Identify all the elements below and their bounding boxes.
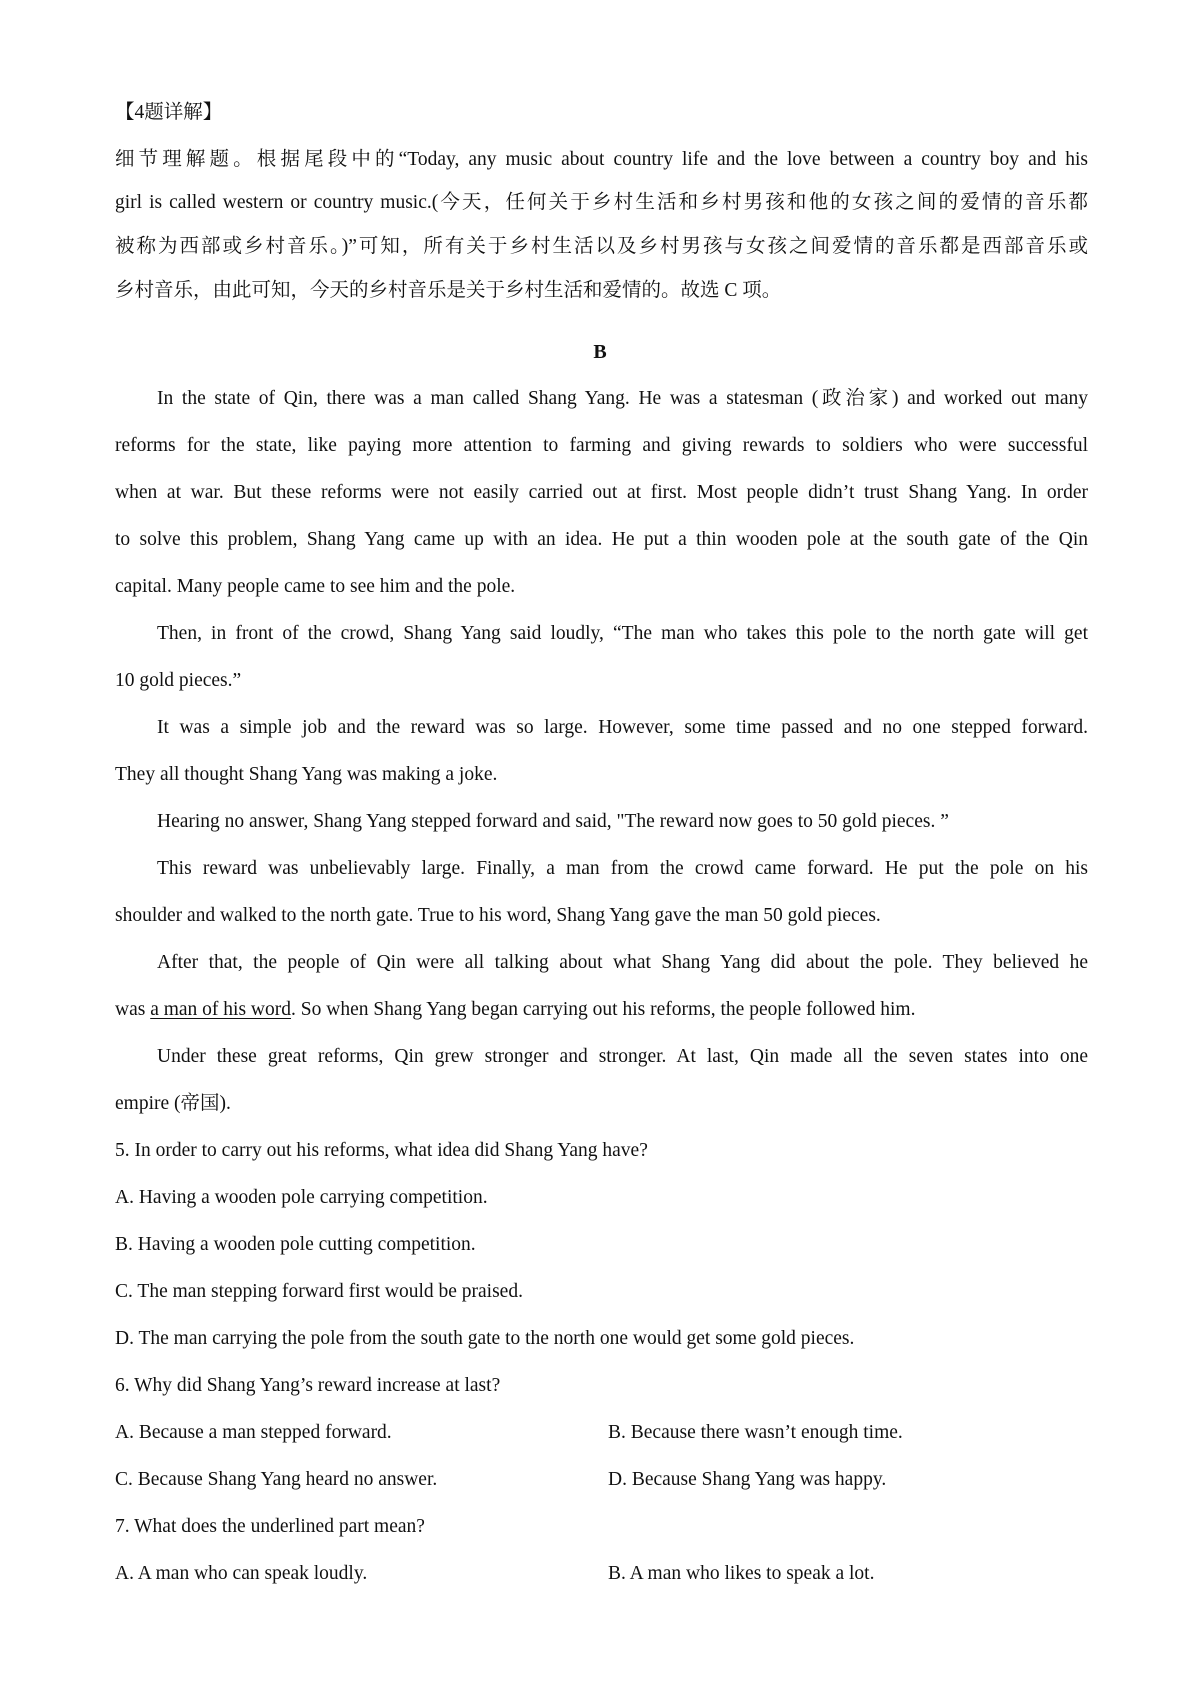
passage-line: This reward was unbelievably large. Finally, a man from the crowd came forward. He put the pole on his (157, 858, 1088, 879)
option-b: B. A man who likes to speak a lot. (608, 1563, 875, 1584)
underlined-phrase: a man of his word (150, 999, 292, 1020)
option-a: A. Having a wooden pole carrying competition. (115, 1187, 488, 1208)
passage-line: empire (帝国). (115, 1093, 231, 1114)
passage-line: Under these great reforms, Qin grew stronger and stronger. At last, Qin made all the seven states into one (157, 1046, 1088, 1067)
detail-line: 乡村音乐，由此可知，今天的乡村音乐是关于乡村生活和爱情的。故选 C 项。 (115, 280, 782, 301)
option-b: B. Having a wooden pole cutting competition. (115, 1234, 476, 1255)
option-a: A. A man who can speak loudly. (115, 1563, 368, 1584)
passage-line: It was a simple job and the reward was so large. However, some time passed and no one stepped forward. (157, 717, 1088, 738)
passage-line: 10 gold pieces.” (115, 670, 242, 691)
option-a: A. Because a man stepped forward. (115, 1422, 392, 1443)
passage-line: shoulder and walked to the north gate. True to his word, Shang Yang gave the man 50 gold pieces. (115, 905, 881, 926)
passage-line: Then, in front of the crowd, Shang Yang said loudly, “The man who takes this pole to the north gate will get (157, 623, 1088, 644)
detail-heading: 【4题详解】 (115, 102, 223, 123)
option-c: C. The man stepping forward first would be praised. (115, 1281, 523, 1302)
passage-line: reforms for the state, like paying more attention to farming and giving rewards to soldiers who were successful (115, 435, 1088, 456)
passage-text: was (115, 999, 151, 1020)
passage-line: to solve this problem, Shang Yang came up with an idea. He put a thin wooden pole at the south gate of the Qin (115, 529, 1088, 550)
passage-line: when at war. But these reforms were not easily carried out at first. Most people didn’t trust Shang Yang. In order (115, 482, 1088, 503)
section-title: B (593, 341, 607, 363)
option-d: D. The man carrying the pole from the south gate to the north one would get some gold pieces. (115, 1328, 855, 1349)
question-stem: 5. In order to carry out his reforms, what idea did Shang Yang have? (115, 1140, 648, 1161)
detail-line: girl is called western or country music.(今天，任何关于乡村生活和乡村男孩和他的女孩之间的爱情的音乐都 (115, 192, 1088, 213)
option-c: C. Because Shang Yang heard no answer. (115, 1469, 438, 1490)
detail-line: 细节理解题。根据尾段中的“Today, any music about country life and the love between a country boy and his (115, 149, 1088, 170)
passage-line: Hearing no answer, Shang Yang stepped forward and said, "The reward now goes to 50 gold pieces. ” (157, 811, 949, 832)
option-d: D. Because Shang Yang was happy. (608, 1469, 887, 1490)
option-b: B. Because there wasn’t enough time. (608, 1422, 903, 1443)
passage-line: They all thought Shang Yang was making a joke. (115, 764, 498, 785)
detail-line: 被称为西部或乡村音乐。)”可知，所有关于乡村生活以及乡村男孩与女孩之间爱情的音乐都是西部音乐或 (115, 236, 1088, 257)
passage-line (115, 998, 915, 1022)
passage-line: In the state of Qin, there was a man called Shang Yang. He was a statesman (政治家) and worked out many (157, 388, 1088, 409)
passage-line: After that, the people of Qin were all talking about what Shang Yang did about the pole. They believed he (157, 952, 1088, 973)
question-stem: 7. What does the underlined part mean? (115, 1516, 425, 1537)
passage-text: . So when Shang Yang began carrying out his reforms, the people followed him. (291, 999, 916, 1020)
question-stem: 6. Why did Shang Yang’s reward increase at last? (115, 1375, 501, 1396)
passage-line: capital. Many people came to see him and the pole. (115, 576, 516, 597)
